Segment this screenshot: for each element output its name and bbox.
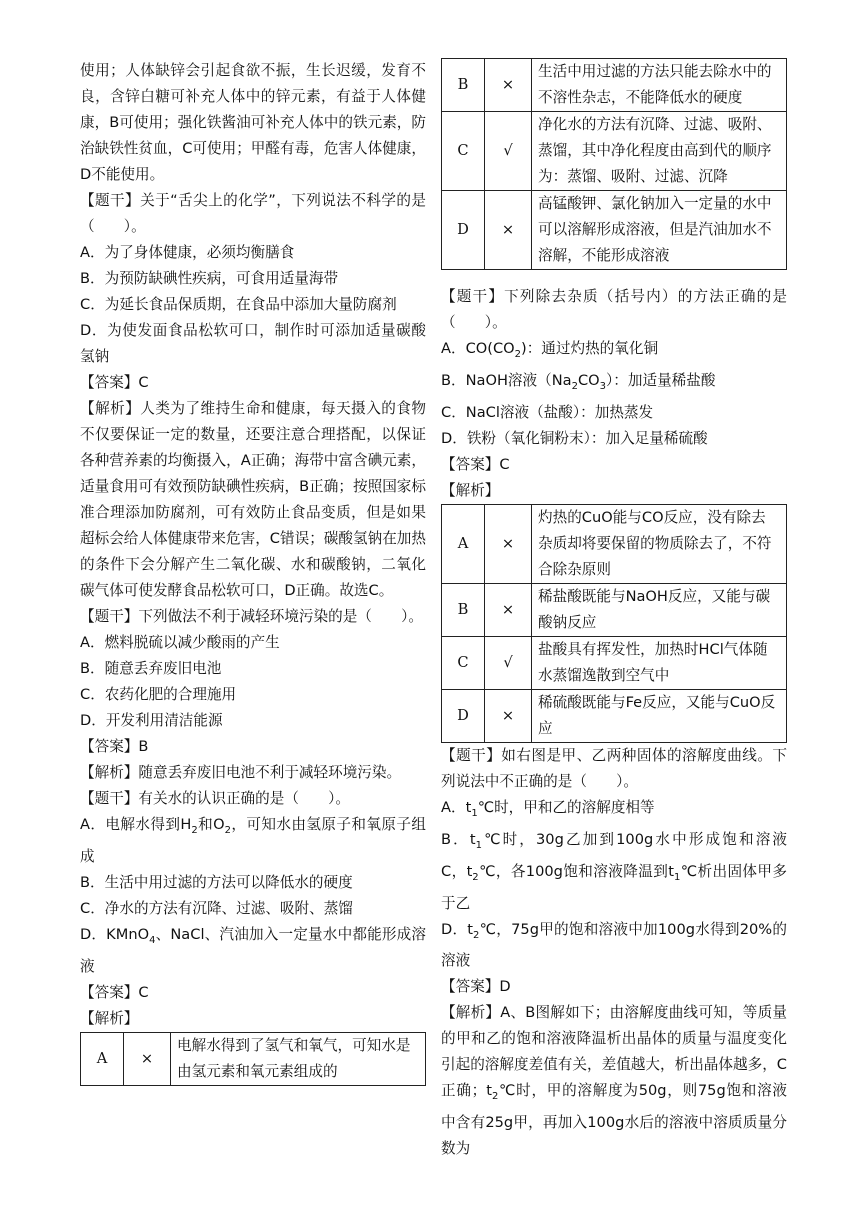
option-cell: B: [442, 583, 485, 636]
option-cell: B: [442, 59, 485, 112]
option-a: A．燃料脱硫以减少酸雨的产生: [80, 634, 280, 651]
option-d: D．铁粉（氧化铜粉末）：加入足量稀硫酸: [441, 429, 708, 447]
option-d: D．KMnO$_4$、NaCl、汽油加入一定量水中都能形成溶液: [80, 925, 426, 975]
option-cell: A: [81, 1032, 124, 1085]
mark-cell: √: [485, 636, 532, 689]
mark-cell: ×: [485, 504, 532, 583]
option-b: B．生活中用过滤的方法可以降低水的硬度: [80, 873, 353, 891]
option-a: A．为了身体健康，必须均衡膳食: [80, 244, 295, 261]
explanation: 【解析】随意丢弃废旧电池不利于减轻环境污染。: [80, 764, 402, 781]
explanation-cell: 高锰酸钾、氯化钠加入一定量的水中可以溶解形成溶液，但是汽油加水不溶解，不能形成溶液: [532, 191, 787, 270]
option-cell: D: [442, 191, 485, 270]
explanation-label: 【解析】: [80, 1009, 139, 1027]
explanation-label: 【解析】: [441, 481, 500, 499]
option-d: D．$t_2℃$，75g甲的饱和溶液中加100g水得到20%的溶液: [441, 920, 788, 970]
explanation-cell: 电解水得到了氢气和氧气，可知水是由氢元素和氧元素组成的: [171, 1032, 426, 1085]
option-d: D．为使发面食品松软可口，制作时可添加适量碳酸氢钠: [80, 322, 426, 365]
option-c: C．NaCl溶液（盐酸）：加热蒸发: [441, 403, 654, 421]
explanation: 【解析】A、B图解如下；由溶解度曲线可知，等质量的甲和乙的饱和溶液降温析出晶体的质量与温度变化引起的溶解度差值有关，差值越大，析出晶体越多，C正确；$t_2℃$时，甲的溶解度为50g，则75g饱和溶液中含有25g甲，再加入100g水后的溶液中溶质质量分数为: [441, 1004, 787, 1158]
mark-cell: ×: [485, 583, 532, 636]
explanation: 【解析】人类为了维持生命和健康，每天摄入的食物不仅要保证一定的数量，还要注意合理搭配，以保证各种营养素的均衡摄入，A正确；海带中富含碘元素，适量食用可有效预防缺碘性疾病，B正确；按照国家标准合理添加防腐剂，可有效防止食品变质，但是如果超标会给人体健康带来危害，C错误；碳酸氢钠在加热的条件下会分解产生二氧化碳、水和碳酸钠，二氧化碳气体可使发酵食品松软可口，D正确。故选C。: [80, 400, 426, 599]
mark-cell: ×: [485, 59, 532, 112]
question-stem: 【题干】下列做法不利于减轻环境污染的是（ ）。: [80, 608, 423, 625]
analysis-table: [441, 504, 787, 743]
option-cell: A: [442, 504, 485, 583]
option-cell: D: [442, 689, 485, 742]
right-column: [441, 58, 802, 1162]
option-a: A．电解水得到$H_2$和$O_2$，可知水由氢原子和氧原子组成: [80, 816, 426, 865]
explanation-cell: 净化水的方法有沉降、过滤、吸附、蒸馏，其中净化程度由高到代的顺序为：蒸馏、吸附、过滤、沉降: [532, 112, 787, 191]
table-row: [442, 583, 787, 636]
answer: 【答案】B: [80, 738, 149, 755]
mark-cell: ×: [485, 191, 532, 270]
answer: 【答案】C: [80, 374, 149, 391]
table-row: [442, 689, 787, 742]
left-column: [80, 58, 426, 1086]
analysis-table: [80, 1032, 426, 1086]
option-a: A．$CO(CO_2)$：通过灼热的氧化铜: [441, 340, 659, 360]
mark-cell: ×: [124, 1032, 171, 1085]
table-row: [442, 504, 787, 583]
question-stem: 【题干】如右图是甲、乙两种固体的溶解度曲线。下列说法中不正确的是（ ）。: [441, 746, 787, 790]
option-c: C．为延长食品保质期，在食品中添加大量防腐剂: [80, 296, 397, 313]
paragraph: 使用；人体缺锌会引起食欲不振，生长迟缓，发育不良，含锌白糖可补充人体中的锌元素，有益于人体健康，B可使用；强化铁酱油可补充人体中的铁元素，防治缺铁性贫血，C可使用；甲醛有毒，危害人体健康，D不能使用。: [80, 62, 426, 183]
table-row: [442, 636, 787, 689]
option-d: D．开发利用清洁能源: [80, 712, 223, 729]
question-stem: 【题干】有关水的认识正确的是（ ）。: [80, 790, 350, 807]
option-b: B．NaOH溶液$(Na_2CO_3)$：加适量稀盐酸: [441, 371, 716, 392]
question-stem: 【题干】关于“舌尖上的化学”，下列说法不科学的是（ ）。: [80, 192, 426, 235]
table-row: [442, 112, 787, 191]
option-b: B．$t_1℃$时，30g乙加到100g水中形成饱和溶液 C，$t_2℃$，各100g饱和溶液降温到$t_1℃$析出固体甲多于乙: [441, 830, 802, 912]
explanation-cell: 生活中用过滤的方法只能去除水中的不溶性杂志，不能降低水的硬度: [532, 59, 787, 112]
analysis-table: [441, 58, 787, 270]
question-stem: 【题干】下列除去杂质（括号内）的方法正确的是（ ）。: [441, 288, 787, 331]
table-row: [442, 191, 787, 270]
option-c: C．净水的方法有沉降、过滤、吸附、蒸馏: [80, 899, 353, 917]
explanation-cell: 盐酸具有挥发性，加热时HCl气体随水蒸馏逸散到空气中: [532, 636, 787, 689]
answer: 【答案】D: [441, 978, 511, 996]
option-b: B．为预防缺碘性疾病，可食用适量海带: [80, 270, 339, 287]
explanation-cell: 稀硫酸既能与Fe反应，又能与CuO反应: [532, 689, 787, 742]
mark-cell: ×: [485, 689, 532, 742]
answer: 【答案】C: [80, 983, 149, 1001]
mark-cell: √: [485, 112, 532, 191]
table-row: [81, 1032, 426, 1085]
option-cell: C: [442, 112, 485, 191]
option-b: B．随意丢弃废旧电池: [80, 660, 222, 677]
answer: 【答案】C: [441, 455, 510, 473]
explanation-cell: 稀盐酸既能与NaOH反应，又能与碳酸钠反应: [532, 583, 787, 636]
option-cell: C: [442, 636, 485, 689]
explanation-cell: 灼热的CuO能与CO反应，没有除去杂质却将要保留的物质除去了，不符合除杂原则: [532, 504, 787, 583]
option-c: C．农药化肥的合理施用: [80, 686, 237, 703]
table-row: [442, 59, 787, 112]
option-a: A．$t_1℃$时，甲和乙的溶解度相等: [441, 798, 655, 819]
